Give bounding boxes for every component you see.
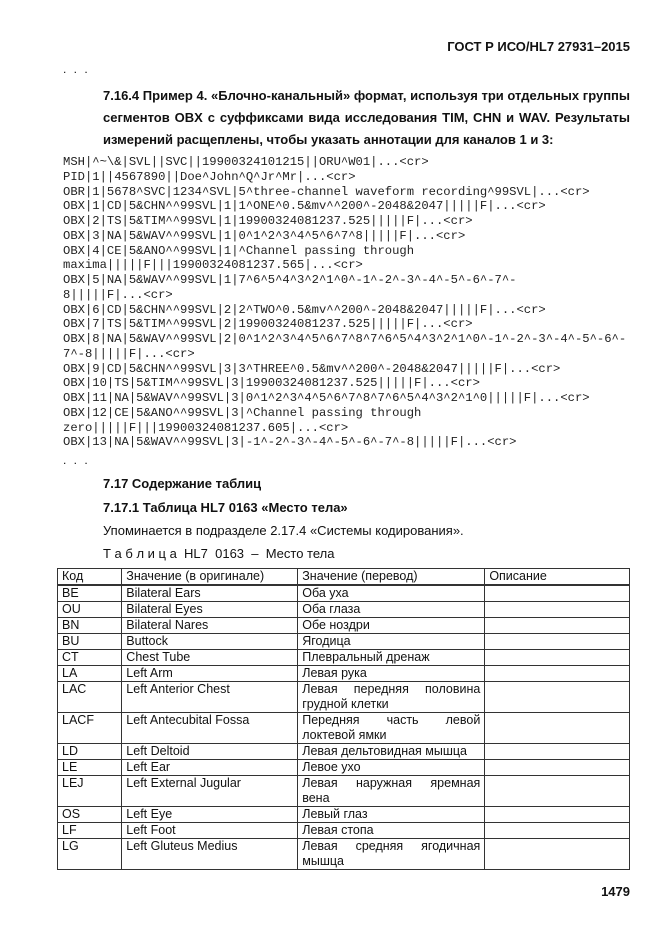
code-cell: CT: [58, 650, 122, 666]
description-cell: [485, 713, 630, 744]
translation-cell: Ягодица: [298, 634, 485, 650]
original-value-cell: Left Antecubital Fossa: [122, 713, 298, 744]
code-cell: LG: [58, 839, 122, 870]
code-cell: OS: [58, 807, 122, 823]
column-header: Описание: [485, 569, 630, 586]
table-row: [58, 585, 630, 602]
translation-cell: Левая наружная яремная вена: [298, 776, 485, 807]
table-row: [58, 666, 630, 682]
table-row: [58, 602, 630, 618]
translation-cell: Оба глаза: [298, 602, 485, 618]
translation-cell: Левая передняя половина грудной клетки: [298, 682, 485, 713]
code-cell: BU: [58, 634, 122, 650]
table-header-row: [58, 569, 630, 586]
code-cell: LF: [58, 823, 122, 839]
code-cell: LD: [58, 744, 122, 760]
reference-text: Упоминается в подразделе 2.17.4 «Системы кодирования».: [103, 523, 464, 538]
translation-cell: Обе ноздри: [298, 618, 485, 634]
translation-cell: Передняя часть левой локтевой ямки: [298, 713, 485, 744]
description-cell: [485, 744, 630, 760]
table-row: [58, 823, 630, 839]
description-cell: [485, 682, 630, 713]
code-cell: LE: [58, 760, 122, 776]
subsection-heading: 7.17.1 Таблица HL7 0163 «Место тела»: [103, 500, 348, 515]
description-cell: [485, 666, 630, 682]
description-cell: [485, 618, 630, 634]
description-cell: [485, 602, 630, 618]
original-value-cell: Chest Tube: [122, 650, 298, 666]
description-cell: [485, 776, 630, 807]
body-site-table: [57, 568, 630, 870]
table-row: [58, 760, 630, 776]
running-header: ГОСТ Р ИСО/HL7 27931–2015: [447, 39, 630, 54]
description-cell: [485, 839, 630, 870]
original-value-cell: Left Deltoid: [122, 744, 298, 760]
translation-cell: Левая дельтовидная мышца: [298, 744, 485, 760]
translation-cell: Левое ухо: [298, 760, 485, 776]
code-cell: BN: [58, 618, 122, 634]
original-value-cell: Left Ear: [122, 760, 298, 776]
column-header: Значение (перевод): [298, 569, 485, 586]
code-cell: LACF: [58, 713, 122, 744]
translation-cell: Левый глаз: [298, 807, 485, 823]
original-value-cell: Bilateral Nares: [122, 618, 298, 634]
column-header: Код: [58, 569, 122, 586]
ellipsis: . . .: [63, 62, 90, 76]
description-cell: [485, 634, 630, 650]
ellipsis: . . .: [63, 453, 90, 467]
table-row: [58, 839, 630, 870]
table-row: [58, 650, 630, 666]
code-cell: LEJ: [58, 776, 122, 807]
original-value-cell: Left Foot: [122, 823, 298, 839]
description-cell: [485, 650, 630, 666]
translation-cell: Левая рука: [298, 666, 485, 682]
description-cell: [485, 585, 630, 602]
original-value-cell: Buttock: [122, 634, 298, 650]
table-row: [58, 618, 630, 634]
table-row: [58, 776, 630, 807]
section-heading: 7.17 Содержание таблиц: [103, 476, 262, 491]
code-cell: LAC: [58, 682, 122, 713]
original-value-cell: Left External Jugular: [122, 776, 298, 807]
description-cell: [485, 823, 630, 839]
example-paragraph: 7.16.4 Пример 4. «Блочно-канальный» формат, используя три отдельных группы сегментов OBX с суффиксами вида исследования TIM, CHN и WAV. Результаты измерений расщеплены, чтобы указать аннотации для каналов 1 и 3:: [103, 88, 630, 147]
table-row: [58, 634, 630, 650]
table-row: [58, 744, 630, 760]
original-value-cell: Bilateral Ears: [122, 585, 298, 602]
column-header: Значение (в оригинале): [122, 569, 298, 586]
hl7-code-block: MSH|^~\&|SVL||SVC||19900324101215||ORU^W01|...<cr> PID|1||4567890||Doe^John^Q^Jr^Mr|...<cr> OBR|1|5678^SVC|1234^SVL|5^three-channel waveform recording^99SVL|...<cr> OBX|1|CD|5&CHN^^99SVL|1|1^ONE^0.5&mv^^200^-2048&2047|||||F|...<cr> OBX|2|TS|5&TIM^^99SVL|1|19900324081237.525|||||F|...<cr> OBX|3|NA|5&WAV^^99SVL|1|0^1^2^3^4^5^6^7^8|||||F|...<cr> OBX|4|CE|5&ANO^^99SVL|1|^Channel passing through maxima|||||F|||19900324081237.565|...<cr> OBX|5|NA|5&WAV^^99SVL|1|7^6^5^4^3^2^1^0^-1^-2^-3^-4^-5^-6^-7^- 8|||||F|...<cr> OBX|6|CD|5&CHN^^99SVL|2|2^TWO^0.5&mv^^200^-2048&2047|||||F|...<cr> OBX|7|TS|5&TIM^^99SVL|2|19900324081237.525|||||F|...<cr> OBX|8|NA|5&WAV^^99SVL|2|0^1^2^3^4^5^6^7^8^7^6^5^4^3^2^1^0^-1^-2^-3^-4^-5^-6^- 7^-8|||||F|...<cr> OBX|9|CD|5&CHN^^99SVL|3|3^THREE^0.5&mv^^200^-2048&2047|||||F|...<cr> OBX|10|TS|5&TIM^^99SVL|3|19900324081237.525|||||F|...<cr> OBX|11|NA|5&WAV^^99SVL|3|0^1^2^3^4^5^6^7^8^7^6^5^4^3^2^1^0|||||F|...<cr> OBX|12|CE|5&ANO^^99SVL|3|^Channel passing through zero|||||F|||19900324081237.605|...<cr> OBX|13|NA|5&WAV^^99SVL|3|-1^-2^-3^-4^-5^-6^-7^-8|||||F|...<cr>: [63, 155, 627, 450]
description-cell: [485, 760, 630, 776]
original-value-cell: Bilateral Eyes: [122, 602, 298, 618]
code-cell: OU: [58, 602, 122, 618]
original-value-cell: Left Anterior Chest: [122, 682, 298, 713]
table-caption: Т а б л и ц а HL7 0163 – Место тела: [103, 546, 335, 561]
translation-cell: Плевральный дренаж: [298, 650, 485, 666]
original-value-cell: Left Gluteus Medius: [122, 839, 298, 870]
code-cell: LA: [58, 666, 122, 682]
original-value-cell: Left Arm: [122, 666, 298, 682]
description-cell: [485, 807, 630, 823]
table-row: [58, 807, 630, 823]
code-cell: BE: [58, 585, 122, 602]
original-value-cell: Left Eye: [122, 807, 298, 823]
page-number: 1479: [601, 884, 630, 899]
table-row: [58, 713, 630, 744]
translation-cell: Оба уха: [298, 585, 485, 602]
table-row: [58, 682, 630, 713]
translation-cell: Левая стопа: [298, 823, 485, 839]
translation-cell: Левая средняя ягодичная мышца: [298, 839, 485, 870]
